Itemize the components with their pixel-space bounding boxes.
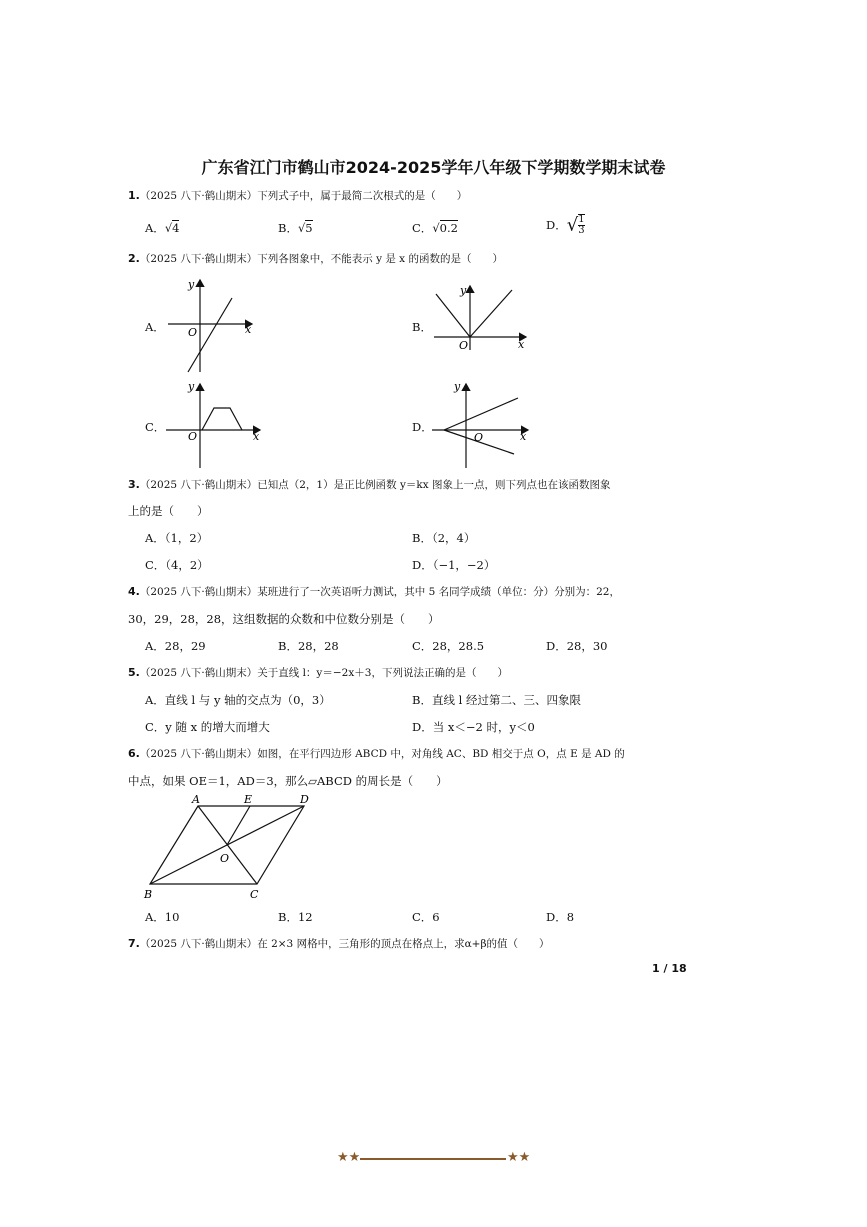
q2-option-a-label: A． (145, 320, 165, 334)
origin-label: O (188, 430, 198, 443)
fraction (578, 214, 584, 236)
vertex-label-d: D (300, 793, 309, 806)
q2-graph-b (430, 282, 530, 352)
q2-option-c-label: C． (145, 420, 166, 434)
option-label: B． (278, 221, 298, 235)
y-axis-label: y (188, 278, 195, 291)
page-title: 广东省江门市鹤山市2024-2025学年八年级下学期数学期末试卷 (201, 158, 666, 177)
left-branch (436, 294, 470, 337)
x-axis-label: x (520, 430, 527, 443)
y-axis-label: y (454, 380, 461, 393)
q6-option-b: B．12 (278, 910, 313, 924)
q3-option-d: D．（−1，−2） (412, 558, 496, 572)
footer-stars-left: ★★ (337, 1150, 361, 1165)
option-label: A． (145, 221, 165, 235)
footer-stars-right: ★★ (507, 1150, 531, 1165)
question-text: （2025 八下·鹤山期末）下列各图象中，不能表示 y 是 x 的函数的是（ ） (139, 253, 503, 265)
vertex-label-a: A (192, 793, 200, 806)
q2-graph-a (160, 276, 260, 376)
point-label-o: O (220, 852, 230, 865)
q6-parallelogram-figure (140, 792, 320, 904)
q6-option-d: D．8 (546, 910, 575, 924)
vertex-label-b: B (144, 888, 153, 901)
question-text: （2025 八下·鹤山期末）下列式子中，属于最简二次根式的是（ ） (139, 190, 468, 202)
sqrt-sign: √ (566, 214, 579, 236)
q4-option-d: D．28，30 (546, 639, 608, 653)
numerator: 1 (578, 214, 585, 225)
question-text: （2025 八下·鹤山期末）在 2×3 网格中，三角形的顶点在格点上，求α+β的值（ ） (139, 938, 550, 950)
question-4 (128, 584, 620, 599)
upper-ray (444, 398, 518, 430)
q6-option-a: A．10 (145, 910, 180, 924)
option-label: D． (546, 218, 567, 232)
option-label: C． (412, 221, 433, 235)
q1-option-b (278, 220, 313, 236)
question-number: 2. (128, 252, 140, 265)
page-number: 1 / 18 (652, 962, 687, 975)
question-4-cont: 30，29，28，28，这组数据的众数和中位数分别是（ ） (128, 612, 440, 626)
question-number: 6. (128, 747, 140, 760)
question-number: 1. (128, 189, 140, 202)
question-number: 5. (128, 666, 140, 679)
origin-label: O (188, 326, 198, 339)
radicand: 5 (305, 221, 313, 235)
y-axis-label: y (188, 380, 195, 393)
x-axis-label: x (253, 430, 260, 443)
sqrt-sign: √ (164, 221, 173, 235)
q1-option-a (145, 220, 179, 236)
origin-label: O (474, 431, 484, 444)
origin-label: O (459, 339, 469, 352)
question-number: 3. (128, 478, 140, 491)
q2-option-d-label: D． (412, 420, 433, 434)
q5-option-c: C．y 随 x 的增大而增大 (145, 720, 270, 734)
question-5 (128, 665, 508, 680)
sqrt-sign: √ (297, 221, 306, 235)
question-7 (128, 936, 550, 951)
question-text: （2025 八下·鹤山期末）已知点（2，1）是正比例函数 y＝kx 图象上一点，则下列点也在该函数图象 (139, 479, 611, 491)
vertex-label-c: C (250, 888, 259, 901)
radicand: 4 (172, 221, 180, 235)
sqrt-sign: √ (432, 221, 440, 235)
y-axis-label: y (460, 284, 467, 297)
question-number: 4. (128, 585, 140, 598)
q4-option-a: A．28，29 (145, 639, 206, 653)
q2-graph-d (430, 380, 532, 470)
point-label-e: E (244, 793, 253, 806)
question-3-cont: 上的是（ ） (128, 504, 209, 518)
q4-option-b: B．28，28 (278, 639, 339, 653)
footer-divider (360, 1158, 506, 1160)
q1-option-c (412, 220, 458, 236)
question-3 (128, 477, 611, 492)
x-axis-label: x (245, 323, 252, 336)
q2-option-b-label: B． (412, 320, 432, 334)
q3-option-c: C．（4，2） (145, 558, 209, 572)
q2-graph-c (162, 380, 266, 470)
q5-option-b: B．直线 l 经过第二、三、四象限 (412, 693, 581, 707)
trapezoid-graph (202, 408, 242, 430)
q3-option-a: A．（1，2） (145, 531, 209, 545)
question-text: （2025 八下·鹤山期末）如图，在平行四边形 ABCD 中，对角线 AC、BD 相交于点 O，点 E 是 AD 的 (139, 748, 625, 760)
q5-option-a: A．直线 l 与 y 轴的交点为（0，3） (145, 693, 331, 707)
question-1 (128, 188, 467, 203)
q3-option-b: B．（2，4） (412, 531, 476, 545)
denominator: 3 (578, 225, 585, 236)
q6-option-c: C．6 (412, 910, 440, 924)
question-6 (128, 746, 625, 761)
q5-option-d: D．当 x＜−2 时，y＜0 (412, 720, 535, 734)
radicand: 0.2 (439, 221, 458, 235)
question-2 (128, 251, 503, 266)
question-text: （2025 八下·鹤山期末）关于直线 l：y＝−2x＋3，下列说法正确的是（ ） (139, 667, 508, 679)
right-branch (470, 290, 512, 337)
question-number: 7. (128, 937, 140, 950)
question-text: （2025 八下·鹤山期末）某班进行了一次英语听力测试，其中 5 名同学成绩（单位：分）分别为：22， (139, 586, 620, 598)
q1-option-d (546, 214, 585, 236)
question-6-cont: 中点，如果 OE＝1，AD＝3，那么▱ABCD 的周长是（ ） (128, 774, 448, 788)
q4-option-c: C．28，28.5 (412, 639, 485, 653)
x-axis-label: x (518, 338, 525, 351)
